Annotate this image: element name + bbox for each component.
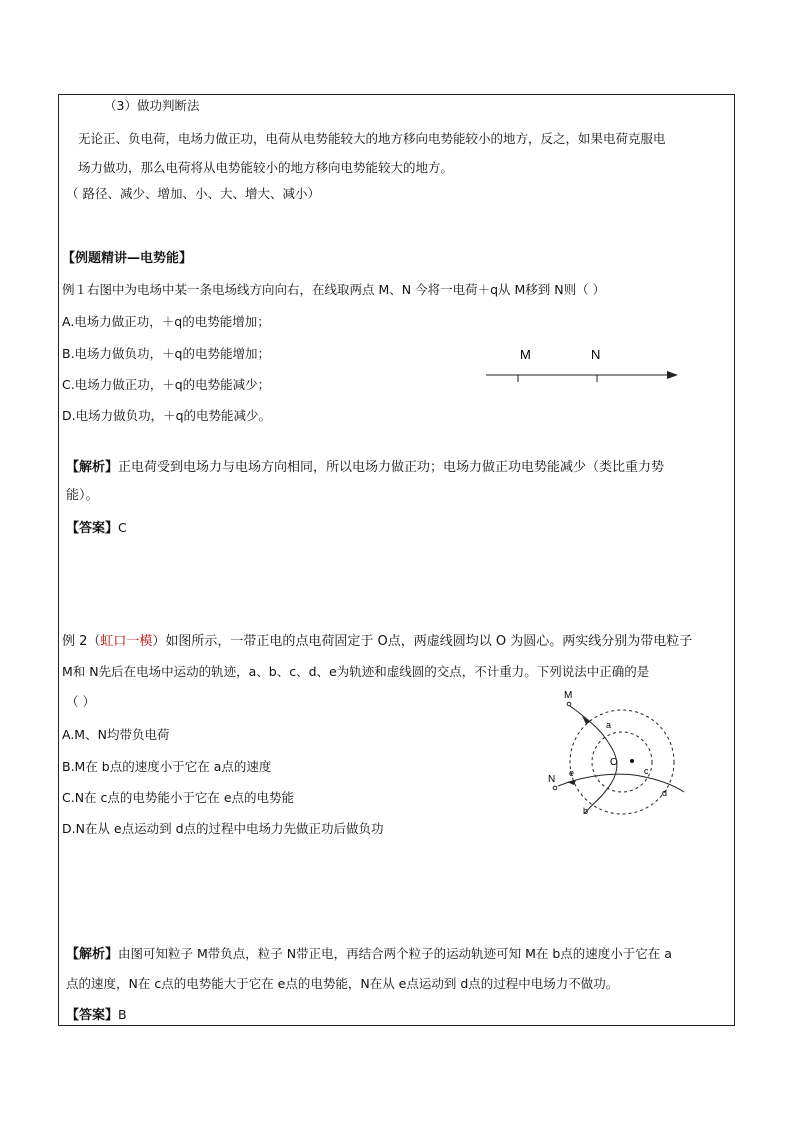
- example1-option-d: D.电场力做负功，＋q的电势能减少。: [62, 408, 272, 423]
- label-o: O: [610, 757, 618, 768]
- example2-analysis: [66, 946, 672, 963]
- answer-tag: 【答案】: [66, 1008, 119, 1023]
- trajectory-m-arrow-icon: [582, 716, 590, 724]
- charge-o: [630, 759, 634, 763]
- source-label: 虹口一模: [100, 634, 153, 649]
- paragraph-line: 场力做功，那么电荷将从电势能较小的地方移向电势能较大的地方。: [78, 160, 454, 175]
- example1-option-b: B.电场力做负功，＋q的电势能增加；: [62, 346, 270, 361]
- example2-option-d: D.N在从 e点运动到 d点的过程中电场力先做正功后做负功: [62, 821, 384, 836]
- example1-option-a: A.电场力做正功，＋q的电势能增加；: [62, 314, 270, 329]
- label-n2: N: [548, 774, 556, 785]
- analysis-text: 由图可知粒子 M带负点，粒子 N带正电，再结合两个粒子的运动轨迹可知 M在 b点的速度小于它在 a: [118, 946, 672, 961]
- analysis-tag: 【解析】: [66, 947, 119, 962]
- label-a: a: [606, 720, 612, 730]
- example1-option-c: C.电场力做正功，＋q的电势能减少；: [62, 377, 271, 392]
- label-m: M: [520, 347, 531, 362]
- label-m2: M: [564, 690, 573, 701]
- label-d: d: [662, 788, 668, 798]
- blank-hints: （ 路径、减少、增加、小、大、增大、减小）: [66, 186, 320, 201]
- answer-value: C: [118, 520, 127, 535]
- example1-analysis-cont: 能）。: [66, 488, 99, 503]
- example2-option-b: B.M在 b点的速度小于它在 a点的速度: [62, 759, 272, 774]
- example-section-header: 【例题精讲—电势能】: [62, 251, 193, 266]
- particle-m: [567, 702, 571, 706]
- example2-question-line2: M和 N先后在电场中运动的轨迹，a、b、c、d、e为轨迹和虚线圆的交点，不计重力。下列说法中正确的是: [62, 664, 650, 679]
- example1-answer: [66, 520, 127, 537]
- label-c: c: [644, 766, 649, 776]
- label-e: e: [569, 768, 575, 778]
- section-heading: （3）做功判断法: [104, 98, 200, 113]
- answer-tag: 【答案】: [66, 521, 119, 536]
- example2-question-line3: （ ）: [66, 694, 95, 709]
- trajectory-figure: [540, 684, 700, 824]
- example2-question-line1: [62, 634, 692, 650]
- analysis-tag: 【解析】: [66, 460, 119, 475]
- example-number: 例 2（: [62, 634, 101, 649]
- example1-question: 例１右图中为电场中某一条电场线方向向右，在线取两点 M、N 今将一电荷＋q从 M移到 N则（ ）: [62, 282, 606, 297]
- label-n: N: [591, 347, 601, 362]
- example1-analysis: [66, 460, 664, 476]
- paragraph-line: 无论正、负电荷，电场力做正功，电荷从电势能较大的地方移向电势能较小的地方，反之，如果电荷克服电: [78, 131, 666, 146]
- label-b: b: [583, 806, 589, 816]
- analysis-text: 正电荷受到电场力与电场方向相同，所以电场力做正功；电场力做正功电势能减少（类比重力势: [118, 460, 665, 475]
- field-line-figure: [480, 340, 690, 390]
- question-text: ）如图所示，一带正电的点电荷固定于 O点，两虚线圆均以 O 为圆心。两实线分别为带电粒子: [152, 634, 693, 649]
- example2-option-a: A.M、N均带负电荷: [62, 727, 170, 742]
- answer-value: B: [118, 1007, 127, 1022]
- outer-dashed-circle: [570, 710, 674, 814]
- particle-n: [553, 786, 557, 790]
- example2-answer: [66, 1007, 127, 1024]
- example2-analysis-cont: 点的速度，N在 c点的电势能大于它在 e点的电势能，N在从 e点运动到 d点的过程中电场力不做功。: [66, 976, 619, 991]
- field-arrow-icon: [667, 371, 678, 379]
- content-frame: [58, 94, 735, 1026]
- example2-option-c: C.N在 c点的电势能小于它在 e点的电势能: [62, 790, 295, 805]
- inner-dashed-circle: [592, 732, 652, 792]
